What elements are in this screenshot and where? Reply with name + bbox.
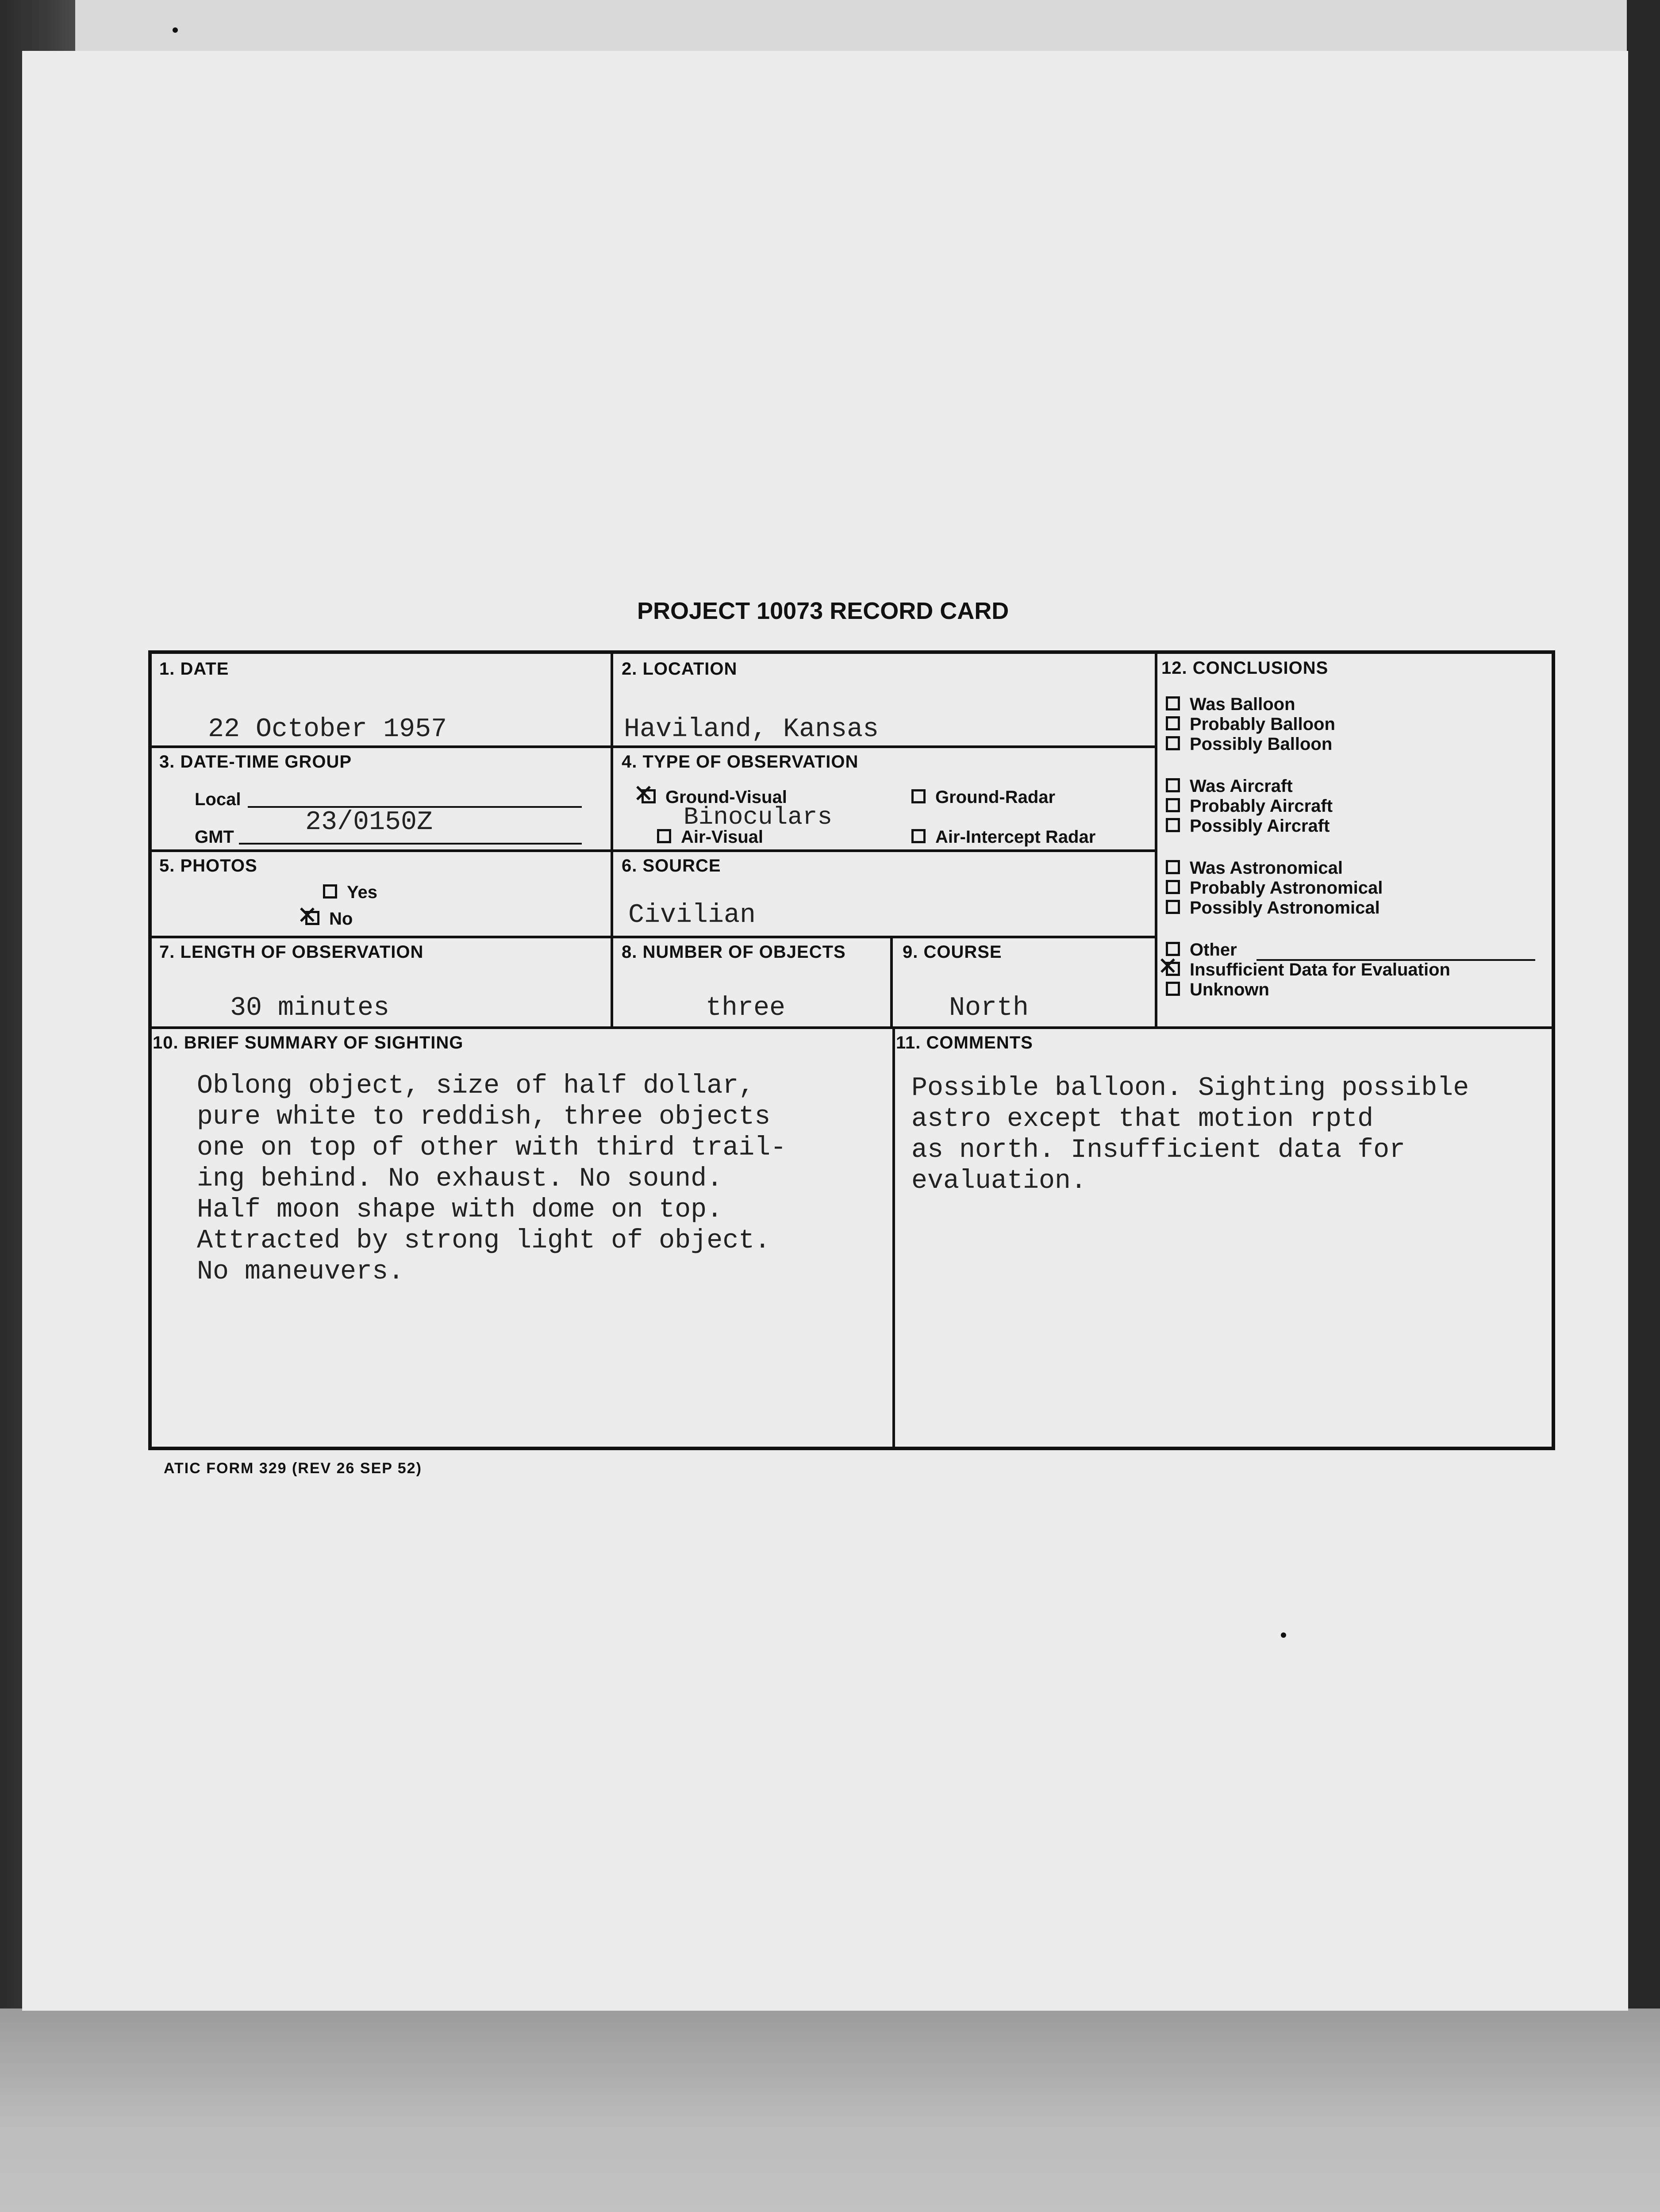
- film-speck: [173, 27, 178, 33]
- summary-text: Oblong object, size of half dollar, pure white to reddish, three objects one on top of other with third trail- ing behind. No exhaust. No sound. Half moon shape with dome on top. Attracted by strong light of object. No maneuvers.: [197, 1071, 787, 1287]
- photos-label: 5. PHOTOS: [159, 856, 257, 876]
- checkbox-icon: [1166, 860, 1180, 874]
- conclusion-possibly-aircraft: Possibly Aircraft: [1166, 816, 1330, 836]
- date-label: 1. DATE: [159, 659, 229, 679]
- checkbox-icon: [1166, 736, 1180, 750]
- checkbox-icon: [1166, 716, 1180, 730]
- comments-label: 11. COMMENTS: [896, 1033, 1033, 1052]
- divider-summary-comments: [892, 1026, 895, 1450]
- source-label: 6. SOURCE: [622, 856, 721, 876]
- checkbox-icon: [911, 789, 926, 803]
- course-label: 9. COURSE: [903, 942, 1002, 962]
- checkbox-icon: [1166, 696, 1180, 710]
- conclusion-possibly-balloon: Possibly Balloon: [1166, 734, 1332, 754]
- conclusions-label: 12. CONCLUSIONS: [1161, 658, 1329, 678]
- number-of-objects-label: 8. NUMBER OF OBJECTS: [622, 942, 846, 962]
- conclusion-other: Other: [1166, 940, 1237, 960]
- checkbox-icon: [1166, 900, 1180, 914]
- card-title: PROJECT 10073 RECORD CARD: [637, 598, 1009, 624]
- film-edge-bottom: [0, 2008, 1660, 2212]
- conclusion-was-astronomical: Was Astronomical: [1166, 858, 1343, 878]
- divider-row-4: [148, 1026, 1555, 1029]
- checkbox-icon: [1166, 798, 1180, 812]
- form-id: ATIC FORM 329 (REV 26 SEP 52): [164, 1460, 422, 1477]
- divider-col-3: [890, 936, 893, 1026]
- number-of-objects-value: three: [706, 993, 786, 1023]
- divider-row-1: [148, 745, 1156, 748]
- conclusion-insufficient-data: ✕Insufficient Data for Evaluation: [1166, 960, 1450, 980]
- length-of-observation-value: 30 minutes: [230, 993, 390, 1023]
- checkbox-icon: [1166, 778, 1180, 792]
- photos-no: ✕No: [305, 909, 353, 929]
- film-edge-right: [1627, 0, 1660, 2079]
- date-value: 22 October 1957: [208, 714, 447, 745]
- conclusion-was-aircraft: Was Aircraft: [1166, 776, 1293, 796]
- conclusion-unknown: Unknown: [1166, 980, 1269, 1000]
- divider-col-1: [611, 650, 613, 1026]
- source-value: Civilian: [628, 900, 756, 930]
- date-time-group-label: 3. DATE-TIME GROUP: [159, 752, 352, 772]
- conclusion-possibly-astronomical: Possibly Astronomical: [1166, 898, 1380, 918]
- conclusion-probably-astronomical: Probably Astronomical: [1166, 878, 1383, 898]
- obs-air-visual: Air-Visual: [657, 827, 763, 847]
- checkbox-icon: [323, 884, 337, 899]
- location-value: Haviland, Kansas: [624, 714, 879, 745]
- length-of-observation-label: 7. LENGTH OF OBSERVATION: [159, 942, 424, 962]
- checkbox-icon: [1166, 982, 1180, 996]
- gmt-line: [239, 843, 582, 845]
- obs-note: Binoculars: [684, 803, 833, 831]
- obs-air-intercept-radar: Air-Intercept Radar: [911, 827, 1095, 847]
- film-speck: [1281, 1632, 1286, 1638]
- obs-ground-radar: Ground-Radar: [911, 787, 1055, 807]
- checkbox-icon: [657, 829, 671, 843]
- photos-yes: Yes: [323, 883, 377, 902]
- location-label: 2. LOCATION: [622, 659, 738, 679]
- local-time-label: Local: [195, 790, 241, 809]
- conclusion-probably-aircraft: Probably Aircraft: [1166, 796, 1333, 816]
- course-value: North: [949, 993, 1029, 1023]
- checked-box-icon: [1166, 962, 1180, 976]
- divider-row-3: [148, 936, 1156, 938]
- checkbox-icon: [911, 829, 926, 843]
- type-of-observation-label: 4. TYPE OF OBSERVATION: [622, 752, 859, 772]
- gmt-value: 23/0150Z: [305, 807, 433, 837]
- gmt-label: GMT: [195, 827, 234, 847]
- checked-box-icon: [305, 911, 319, 925]
- comments-text: Possible balloon. Sighting possible astro except that motion rptd as north. Insufficient data for evaluation.: [911, 1073, 1469, 1196]
- obs-ground-visual: ✕Ground-Visual: [642, 787, 787, 807]
- conclusion-was-balloon: Was Balloon: [1166, 695, 1295, 714]
- divider-row-2: [148, 849, 1156, 852]
- conclusion-probably-balloon: Probably Balloon: [1166, 714, 1335, 734]
- checkbox-icon: [1166, 880, 1180, 894]
- checked-box-icon: [642, 789, 656, 803]
- summary-label: 10. BRIEF SUMMARY OF SIGHTING: [153, 1033, 464, 1052]
- checkbox-icon: [1166, 818, 1180, 832]
